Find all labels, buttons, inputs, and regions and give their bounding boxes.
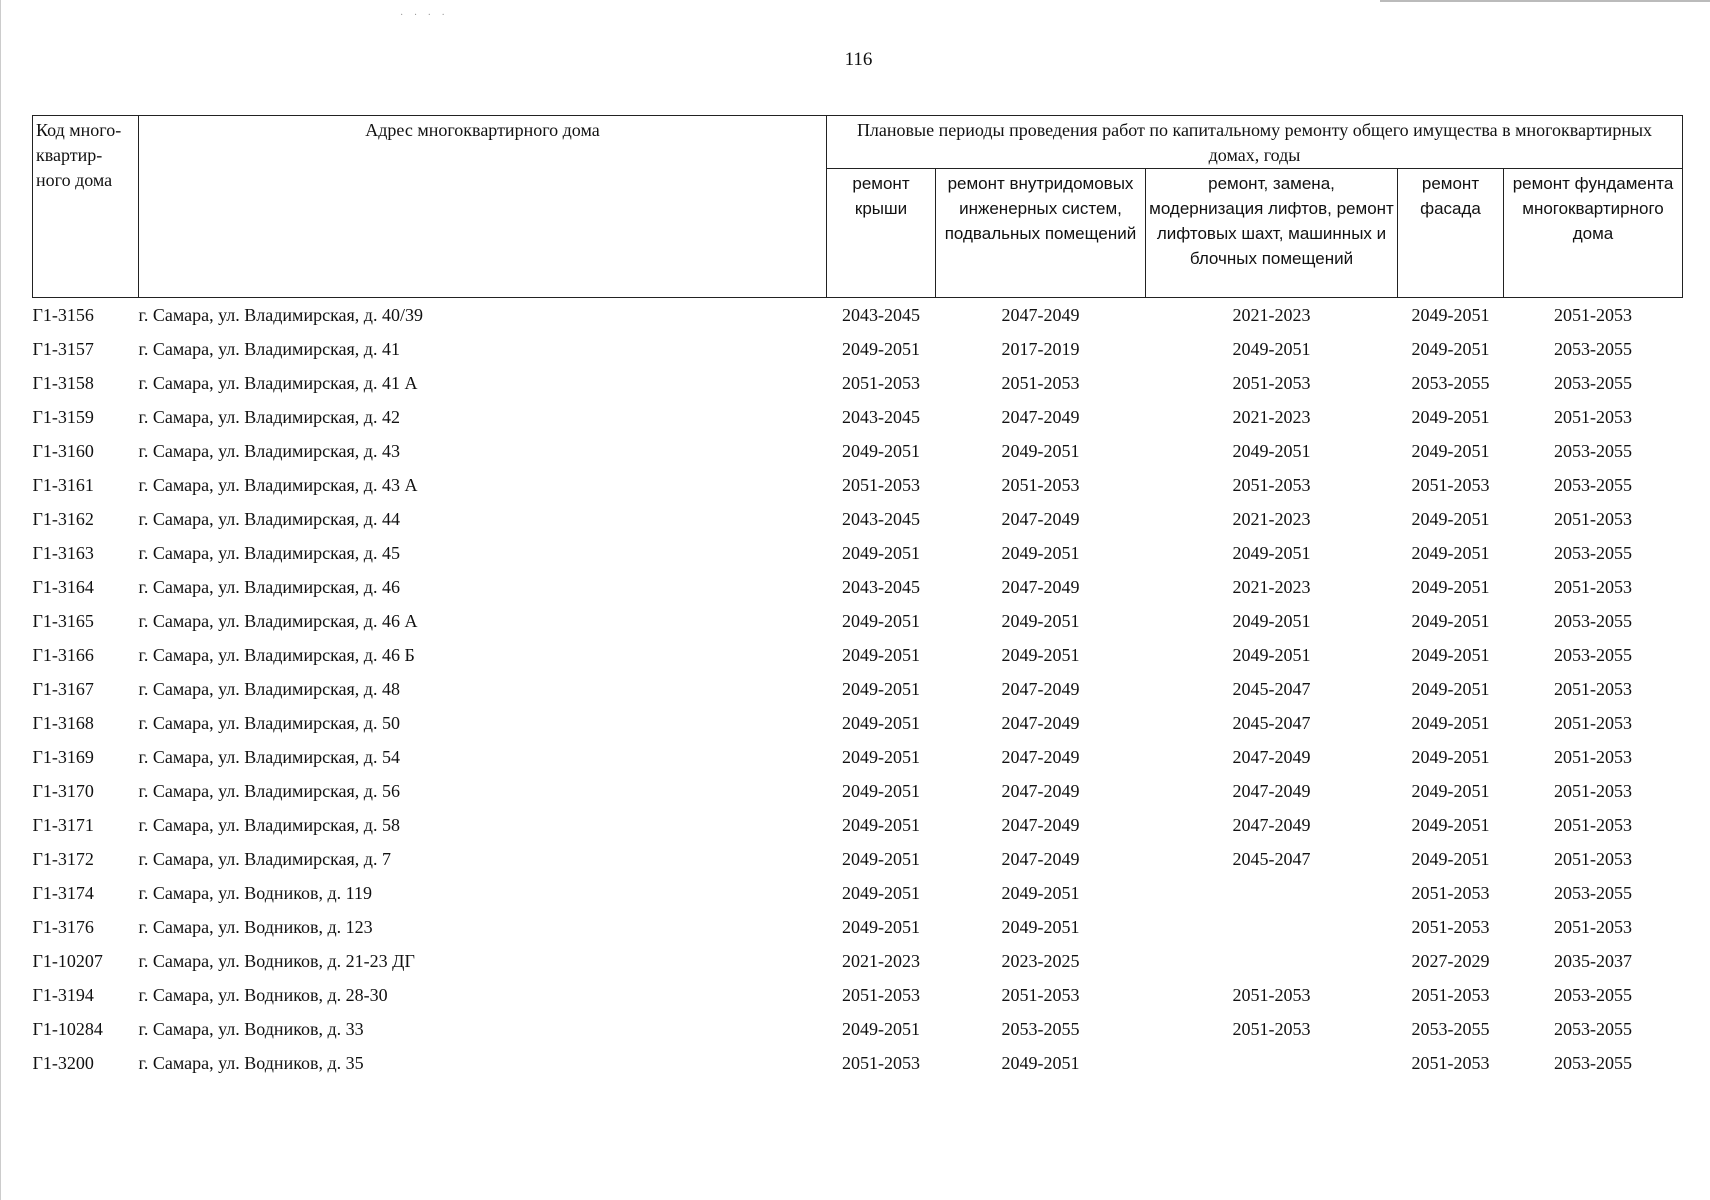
page-edge-line bbox=[0, 0, 1, 1200]
cell-roof: 2049-2051 bbox=[842, 780, 920, 801]
cell-foundation: 2051-2053 bbox=[1554, 780, 1632, 801]
cell-lifts bbox=[1146, 910, 1398, 944]
cell-lifts: 2047-2049 bbox=[1232, 780, 1311, 801]
cell-code: Г1-10284 bbox=[32, 1018, 103, 1039]
cell-roof: 2049-2051 bbox=[842, 882, 920, 903]
cell-roof: 2043-2045 bbox=[842, 576, 920, 597]
cell-address: г. Самара, ул. Владимирская, д. 54 bbox=[138, 746, 400, 767]
cell-systems: 2049-2051 bbox=[1001, 882, 1080, 903]
cell-address: г. Самара, ул. Водников, д. 119 bbox=[138, 882, 373, 903]
cell-systems: 2047-2049 bbox=[1001, 712, 1080, 733]
cell-systems: 2051-2053 bbox=[1001, 984, 1080, 1005]
cell-systems: 2023-2025 bbox=[1001, 950, 1080, 971]
cell-code: Г1-3169 bbox=[32, 746, 94, 767]
table-row bbox=[33, 672, 1683, 706]
cell-lifts: 2049-2051 bbox=[1232, 610, 1311, 631]
table-row bbox=[33, 400, 1683, 434]
cell-foundation: 2053-2055 bbox=[1554, 882, 1632, 903]
cell-facade: 2049-2051 bbox=[1411, 304, 1490, 325]
cell-roof: 2051-2053 bbox=[842, 372, 920, 393]
cell-code: Г1-3200 bbox=[32, 1052, 94, 1073]
cell-foundation: 2051-2053 bbox=[1554, 678, 1632, 699]
table-row bbox=[33, 706, 1683, 740]
cell-address: г. Самара, ул. Владимирская, д. 46 bbox=[138, 576, 400, 597]
table-row bbox=[33, 604, 1683, 638]
cell-address: г. Самара, ул. Владимирская, д. 45 bbox=[138, 542, 400, 563]
cell-systems: 2047-2049 bbox=[1001, 780, 1080, 801]
cell-roof: 2051-2053 bbox=[842, 1052, 920, 1073]
cell-systems: 2047-2049 bbox=[1001, 508, 1080, 529]
cell-code: Г1-3165 bbox=[32, 610, 94, 631]
cell-facade: 2049-2051 bbox=[1411, 746, 1490, 767]
cell-code: Г1-3163 bbox=[32, 542, 94, 563]
cell-systems: 2047-2049 bbox=[1001, 576, 1080, 597]
header-address: Адрес многоквартирного дома bbox=[139, 116, 827, 298]
cell-facade: 2049-2051 bbox=[1411, 610, 1490, 631]
cell-foundation: 2053-2055 bbox=[1554, 474, 1632, 495]
cell-foundation: 2051-2053 bbox=[1554, 712, 1632, 733]
cell-lifts: 2021-2023 bbox=[1232, 576, 1311, 597]
cell-facade: 2051-2053 bbox=[1411, 916, 1490, 937]
cell-foundation: 2053-2055 bbox=[1554, 542, 1632, 563]
cell-lifts: 2045-2047 bbox=[1232, 848, 1311, 869]
cell-facade: 2049-2051 bbox=[1411, 848, 1490, 869]
cell-roof: 2049-2051 bbox=[842, 712, 920, 733]
cell-foundation: 2053-2055 bbox=[1554, 644, 1632, 665]
cell-code: Г1-3164 bbox=[32, 576, 94, 597]
cell-roof: 2049-2051 bbox=[842, 814, 920, 835]
cell-code: Г1-3157 bbox=[32, 338, 94, 359]
cell-systems: 2049-2051 bbox=[1001, 610, 1080, 631]
cell-code: Г1-3194 bbox=[32, 984, 94, 1005]
cell-foundation: 2051-2053 bbox=[1554, 304, 1632, 325]
cell-lifts bbox=[1146, 944, 1398, 978]
cell-roof: 2049-2051 bbox=[842, 610, 920, 631]
cell-facade: 2053-2055 bbox=[1411, 1018, 1490, 1039]
scan-noise: · · · · bbox=[400, 10, 449, 21]
cell-lifts bbox=[1146, 1046, 1398, 1080]
cell-code: Г1-3170 bbox=[32, 780, 94, 801]
cell-facade: 2049-2051 bbox=[1411, 576, 1490, 597]
cell-lifts: 2045-2047 bbox=[1232, 678, 1311, 699]
cell-systems: 2047-2049 bbox=[1001, 814, 1080, 835]
cell-roof: 2049-2051 bbox=[842, 644, 920, 665]
repair-schedule-table bbox=[32, 115, 1683, 1080]
cell-facade: 2049-2051 bbox=[1411, 814, 1490, 835]
cell-roof: 2043-2045 bbox=[842, 406, 920, 427]
cell-systems: 2047-2049 bbox=[1001, 746, 1080, 767]
cell-systems: 2049-2051 bbox=[1001, 440, 1080, 461]
cell-address: г. Самара, ул. Водников, д. 35 bbox=[138, 1052, 364, 1073]
cell-foundation: 2053-2055 bbox=[1554, 440, 1632, 461]
cell-address: г. Самара, ул. Владимирская, д. 7 bbox=[138, 848, 391, 869]
table-row bbox=[33, 502, 1683, 536]
cell-code: Г1-3166 bbox=[32, 644, 94, 665]
cell-foundation: 2051-2053 bbox=[1554, 508, 1632, 529]
cell-address: г. Самара, ул. Водников, д. 123 bbox=[138, 916, 373, 937]
cell-facade: 2051-2053 bbox=[1411, 984, 1490, 1005]
table-body bbox=[33, 298, 1683, 1081]
cell-lifts: 2051-2053 bbox=[1232, 1018, 1311, 1039]
cell-systems: 2047-2049 bbox=[1001, 406, 1080, 427]
cell-roof: 2051-2053 bbox=[842, 984, 920, 1005]
cell-code: Г1-3159 bbox=[32, 406, 94, 427]
table-row bbox=[33, 842, 1683, 876]
cell-code: Г1-3171 bbox=[32, 814, 94, 835]
table-row bbox=[33, 298, 1683, 333]
cell-address: г. Самара, ул. Владимирская, д. 41 А bbox=[138, 372, 418, 393]
cell-roof: 2049-2051 bbox=[842, 338, 920, 359]
cell-code: Г1-3162 bbox=[32, 508, 94, 529]
header-roof: ремонт крыши bbox=[827, 169, 936, 298]
cell-facade: 2049-2051 bbox=[1411, 780, 1490, 801]
cell-address: г. Самара, ул. Владимирская, д. 48 bbox=[138, 678, 400, 699]
cell-roof: 2043-2045 bbox=[842, 508, 920, 529]
cell-address: г. Самара, ул. Водников, д. 28-30 bbox=[138, 984, 388, 1005]
cell-roof: 2049-2051 bbox=[842, 542, 920, 563]
cell-systems: 2047-2049 bbox=[1001, 678, 1080, 699]
cell-facade: 2049-2051 bbox=[1411, 712, 1490, 733]
cell-foundation: 2053-2055 bbox=[1554, 338, 1632, 359]
cell-systems: 2051-2053 bbox=[1001, 372, 1080, 393]
table-row bbox=[33, 536, 1683, 570]
cell-roof: 2043-2045 bbox=[842, 304, 920, 325]
cell-address: г. Самара, ул. Владимирская, д. 46 А bbox=[138, 610, 418, 631]
cell-lifts: 2049-2051 bbox=[1232, 338, 1311, 359]
table-row bbox=[33, 774, 1683, 808]
cell-systems: 2049-2051 bbox=[1001, 916, 1080, 937]
table-row bbox=[33, 434, 1683, 468]
cell-foundation: 2035-2037 bbox=[1554, 950, 1632, 971]
cell-roof: 2021-2023 bbox=[842, 950, 920, 971]
cell-systems: 2049-2051 bbox=[1001, 542, 1080, 563]
cell-code: Г1-3160 bbox=[32, 440, 94, 461]
cell-foundation: 2053-2055 bbox=[1554, 372, 1632, 393]
cell-code: Г1-3168 bbox=[32, 712, 94, 733]
cell-systems: 2049-2051 bbox=[1001, 1052, 1080, 1073]
cell-foundation: 2051-2053 bbox=[1554, 406, 1632, 427]
cell-facade: 2049-2051 bbox=[1411, 678, 1490, 699]
cell-address: г. Самара, ул. Владимирская, д. 41 bbox=[138, 338, 400, 359]
table-row bbox=[33, 740, 1683, 774]
header-systems: ремонт внутридомовых инженерных систем, подвальных помещений bbox=[936, 169, 1146, 298]
cell-lifts: 2051-2053 bbox=[1232, 474, 1311, 495]
cell-code: Г1-3176 bbox=[32, 916, 94, 937]
cell-code: Г1-3174 bbox=[32, 882, 94, 903]
cell-code: Г1-3172 bbox=[32, 848, 94, 869]
cell-address: г. Самара, ул. Владимирская, д. 50 bbox=[138, 712, 400, 733]
cell-address: г. Самара, ул. Владимирская, д. 42 bbox=[138, 406, 400, 427]
cell-facade: 2027-2029 bbox=[1411, 950, 1490, 971]
table-row bbox=[33, 808, 1683, 842]
scan-edge-line bbox=[1380, 0, 1710, 2]
cell-facade: 2051-2053 bbox=[1411, 882, 1490, 903]
cell-lifts: 2049-2051 bbox=[1232, 542, 1311, 563]
table-row bbox=[33, 366, 1683, 400]
cell-facade: 2049-2051 bbox=[1411, 338, 1490, 359]
cell-systems: 2047-2049 bbox=[1001, 848, 1080, 869]
cell-systems: 2047-2049 bbox=[1001, 304, 1080, 325]
cell-facade: 2051-2053 bbox=[1411, 1052, 1490, 1073]
cell-lifts: 2049-2051 bbox=[1232, 644, 1311, 665]
cell-roof: 2049-2051 bbox=[842, 746, 920, 767]
cell-foundation: 2051-2053 bbox=[1554, 848, 1632, 869]
cell-foundation: 2053-2055 bbox=[1554, 1018, 1632, 1039]
cell-roof: 2049-2051 bbox=[842, 848, 920, 869]
table-row bbox=[33, 1046, 1683, 1080]
cell-address: г. Самара, ул. Владимирская, д. 44 bbox=[138, 508, 400, 529]
cell-lifts: 2047-2049 bbox=[1232, 746, 1311, 767]
cell-address: г. Самара, ул. Владимирская, д. 43 bbox=[138, 440, 400, 461]
table-row bbox=[33, 468, 1683, 502]
cell-foundation: 2053-2055 bbox=[1554, 984, 1632, 1005]
cell-systems: 2051-2053 bbox=[1001, 474, 1080, 495]
cell-lifts: 2021-2023 bbox=[1232, 304, 1311, 325]
cell-code: Г1-10207 bbox=[32, 950, 103, 971]
header-code: Код много-квартир-ного дома bbox=[33, 116, 139, 298]
cell-address: г. Самара, ул. Водников, д. 33 bbox=[138, 1018, 364, 1039]
cell-systems: 2049-2051 bbox=[1001, 644, 1080, 665]
cell-lifts: 2021-2023 bbox=[1232, 406, 1311, 427]
table-row bbox=[33, 570, 1683, 604]
cell-lifts bbox=[1146, 876, 1398, 910]
table-row bbox=[33, 944, 1683, 978]
cell-facade: 2049-2051 bbox=[1411, 644, 1490, 665]
cell-address: г. Самара, ул. Владимирская, д. 46 Б bbox=[138, 644, 415, 665]
header-lifts: ремонт, замена, модернизация лифтов, ремонт лифтовых шахт, машинных и блочных помещений bbox=[1146, 169, 1398, 298]
cell-code: Г1-3158 bbox=[32, 372, 94, 393]
cell-foundation: 2051-2053 bbox=[1554, 916, 1632, 937]
cell-roof: 2049-2051 bbox=[842, 916, 920, 937]
cell-foundation: 2051-2053 bbox=[1554, 746, 1632, 767]
cell-facade: 2049-2051 bbox=[1411, 406, 1490, 427]
cell-facade: 2051-2053 bbox=[1411, 474, 1490, 495]
cell-systems: 2053-2055 bbox=[1001, 1018, 1080, 1039]
cell-foundation: 2053-2055 bbox=[1554, 610, 1632, 631]
cell-roof: 2051-2053 bbox=[842, 474, 920, 495]
cell-lifts: 2051-2053 bbox=[1232, 984, 1311, 1005]
cell-foundation: 2053-2055 bbox=[1554, 1052, 1632, 1073]
cell-foundation: 2051-2053 bbox=[1554, 576, 1632, 597]
table-row bbox=[33, 876, 1683, 910]
table-row bbox=[33, 638, 1683, 672]
cell-code: Г1-3156 bbox=[32, 304, 94, 325]
table-row bbox=[33, 910, 1683, 944]
cell-lifts: 2047-2049 bbox=[1232, 814, 1311, 835]
table-row bbox=[33, 1012, 1683, 1046]
cell-systems: 2017-2019 bbox=[1001, 338, 1080, 359]
cell-roof: 2049-2051 bbox=[842, 1018, 920, 1039]
cell-address: г. Самара, ул. Водников, д. 21-23 ДГ bbox=[138, 950, 415, 971]
cell-address: г. Самара, ул. Владимирская, д. 58 bbox=[138, 814, 400, 835]
cell-lifts: 2021-2023 bbox=[1232, 508, 1311, 529]
header-foundation: ремонт фундамента многоквартирного дома bbox=[1504, 169, 1683, 298]
cell-roof: 2049-2051 bbox=[842, 678, 920, 699]
cell-facade: 2049-2051 bbox=[1411, 508, 1490, 529]
cell-foundation: 2051-2053 bbox=[1554, 814, 1632, 835]
cell-facade: 2049-2051 bbox=[1411, 542, 1490, 563]
cell-lifts: 2051-2053 bbox=[1232, 372, 1311, 393]
header-plan-periods: Плановые периоды проведения работ по капитальному ремонту общего имущества в многоквартирных домах, годы bbox=[827, 116, 1683, 169]
table-row bbox=[33, 332, 1683, 366]
table-header bbox=[33, 116, 1683, 298]
table-row bbox=[33, 978, 1683, 1012]
page-number: 116 bbox=[844, 49, 873, 70]
cell-code: Г1-3167 bbox=[32, 678, 94, 699]
cell-lifts: 2049-2051 bbox=[1232, 440, 1311, 461]
cell-address: г. Самара, ул. Владимирская, д. 43 А bbox=[138, 474, 418, 495]
cell-code: Г1-3161 bbox=[32, 474, 94, 495]
cell-facade: 2049-2051 bbox=[1411, 440, 1490, 461]
cell-address: г. Самара, ул. Владимирская, д. 56 bbox=[138, 780, 400, 801]
cell-roof: 2049-2051 bbox=[842, 440, 920, 461]
cell-lifts: 2045-2047 bbox=[1232, 712, 1311, 733]
cell-address: г. Самара, ул. Владимирская, д. 40/39 bbox=[138, 304, 423, 325]
header-facade: ремонт фасада bbox=[1398, 169, 1504, 298]
cell-facade: 2053-2055 bbox=[1411, 372, 1490, 393]
